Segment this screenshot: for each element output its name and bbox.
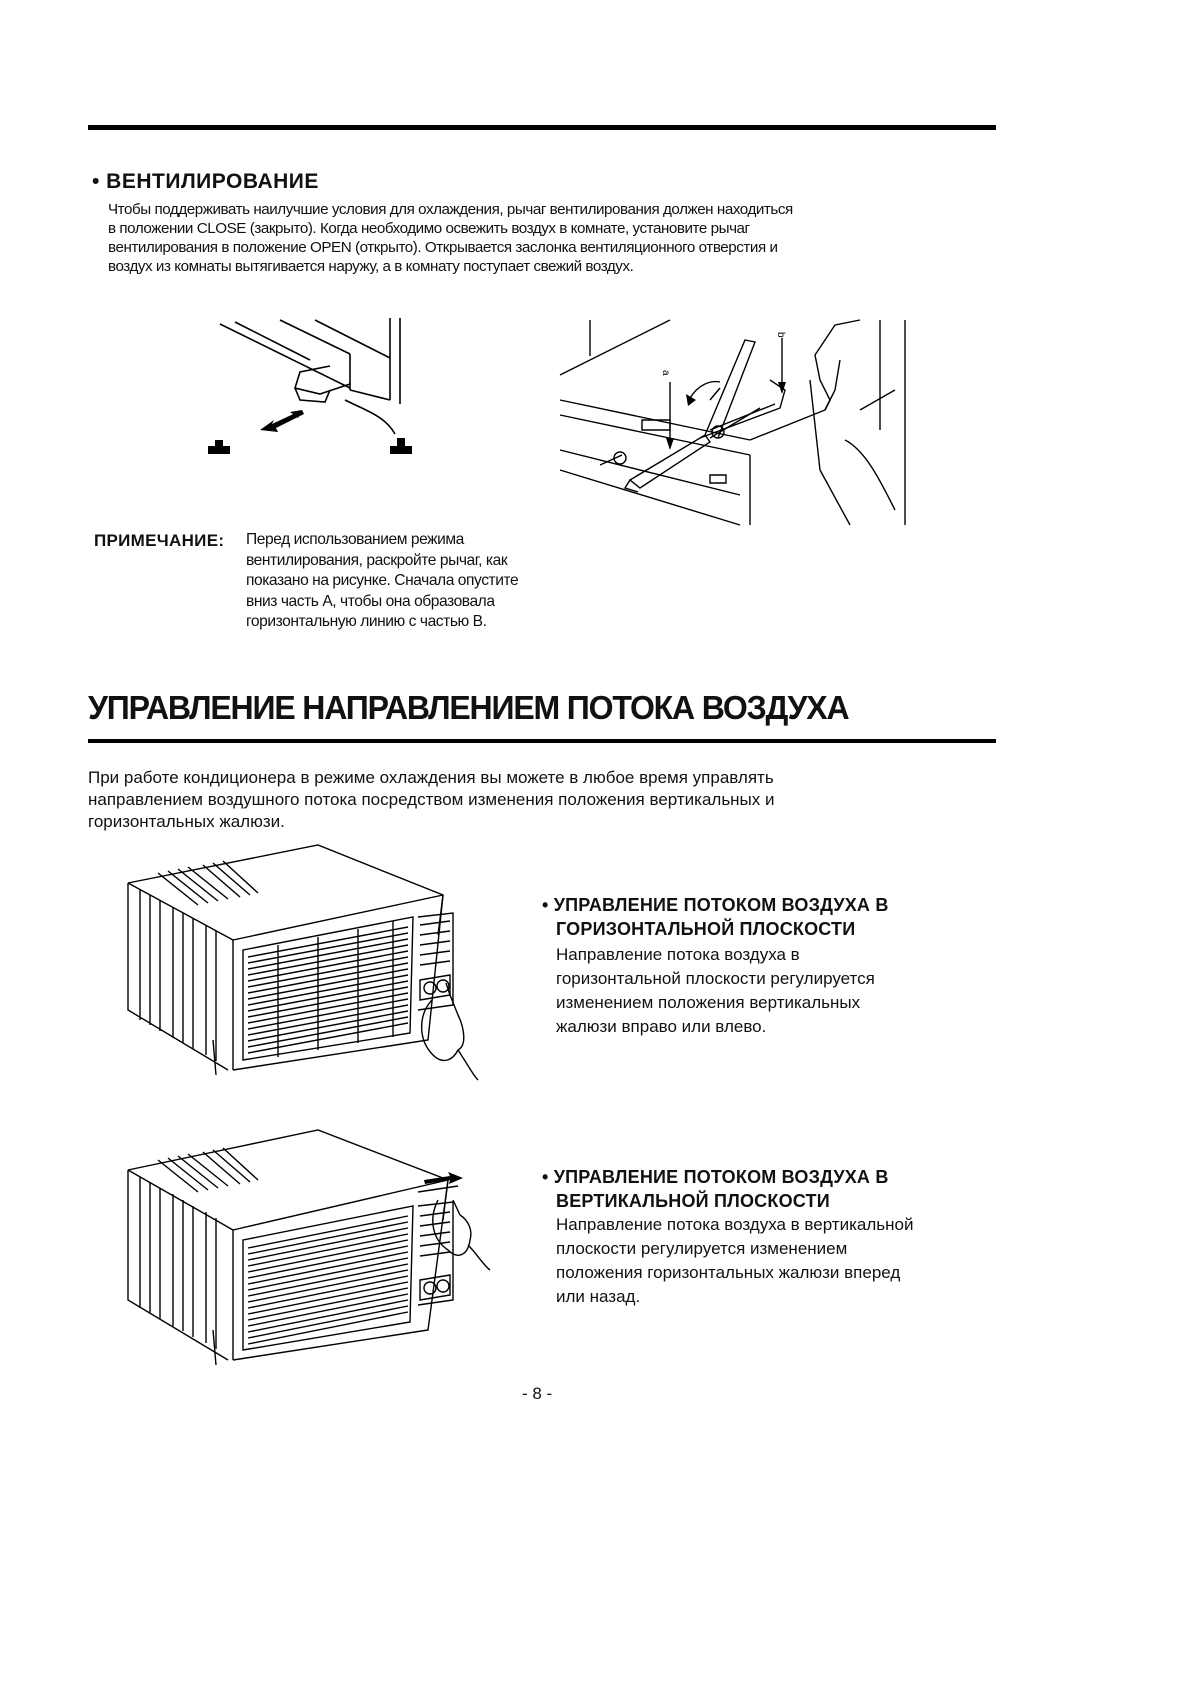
intro-line: При работе кондиционера в режиме охлаждения вы можете в любое время управлять bbox=[88, 768, 774, 787]
vertical-line: или назад. bbox=[556, 1287, 641, 1306]
horizontal-line: изменением положения вертикальных bbox=[556, 993, 861, 1012]
part-a-label: a bbox=[660, 370, 671, 376]
airflow-intro bbox=[88, 767, 1008, 833]
horizontal-line: горизонтальной плоскости регулируется bbox=[556, 969, 875, 988]
vertical-heading-line: • УПРАВЛЕНИЕ ПОТОКОМ ВОЗДУХА В bbox=[542, 1167, 889, 1187]
note-line: Перед использованием режима bbox=[246, 531, 464, 548]
ventilation-line: вентилирования в положение OPEN (открыто). Открывается заслонка вентиляционного отверстия и bbox=[108, 239, 778, 256]
vertical-heading-line: ВЕРТИКАЛЬНОЙ ПЛОСКОСТИ bbox=[556, 1191, 830, 1211]
horizontal-heading-line: • УПРАВЛЕНИЕ ПОТОКОМ ВОЗДУХА В bbox=[542, 895, 889, 915]
note-line: вниз часть A, чтобы она образовала bbox=[246, 592, 495, 610]
ac-horizontal-figure bbox=[128, 845, 508, 1075]
page-number: - 8 - bbox=[522, 1384, 553, 1403]
title-rule bbox=[88, 739, 996, 743]
vertical-heading bbox=[542, 1165, 889, 1213]
note-line: вентилирования, раскройте рычаг, как bbox=[246, 551, 508, 569]
intro-line: горизонтальных жалюзи. bbox=[88, 812, 285, 831]
part-b-label: b bbox=[775, 332, 786, 338]
close-mark bbox=[208, 446, 230, 454]
ac-vertical-figure bbox=[128, 1130, 508, 1370]
horizontal-heading-line: ГОРИЗОНТАЛЬНОЙ ПЛОСКОСТИ bbox=[556, 919, 856, 939]
vent-lever-figure bbox=[190, 318, 440, 468]
airflow-title: УПРАВЛЕНИЕ НАПРАВЛЕНИЕМ ПОТОКА ВОЗДУХА bbox=[88, 689, 849, 726]
top-rule bbox=[88, 125, 996, 130]
note-text bbox=[246, 530, 518, 633]
note-line: горизонтальную линию с частью B. bbox=[246, 613, 487, 630]
note-line: показано на рисунке. Сначала опустите bbox=[246, 572, 519, 589]
open-mark bbox=[390, 446, 412, 454]
ventilation-text bbox=[108, 200, 1003, 276]
horizontal-heading bbox=[542, 893, 889, 941]
vertical-line: плоскости регулируется изменением bbox=[556, 1239, 848, 1258]
vent-lever-detail-figure bbox=[560, 320, 905, 525]
note-label: ПРИМЕЧАНИЕ: bbox=[94, 531, 225, 550]
horizontal-line: Направление потока воздуха в bbox=[556, 945, 800, 964]
ventilation-line: Чтобы поддерживать наилучшие условия для охлаждения, рычаг вентилирования должен находиться bbox=[108, 201, 793, 218]
horizontal-line: жалюзи вправо или влево. bbox=[556, 1017, 767, 1036]
vertical-line: положения горизонтальных жалюзи вперед bbox=[556, 1263, 901, 1282]
horizontal-text bbox=[556, 943, 875, 1039]
vertical-line: Направление потока воздуха в вертикальной bbox=[556, 1215, 914, 1234]
ventilation-heading: • ВЕНТИЛИРОВАНИЕ bbox=[92, 170, 319, 193]
ventilation-line: воздух из комнаты вытягивается наружу, а в комнату поступает свежий воздух. bbox=[108, 258, 634, 275]
vertical-text bbox=[556, 1213, 913, 1309]
intro-line: направлением воздушного потока посредством изменения положения вертикальных и bbox=[88, 790, 775, 809]
ventilation-line: в положении CLOSE (закрыто). Когда необходимо освежить воздух в комнате, установите рычаг bbox=[108, 220, 750, 237]
